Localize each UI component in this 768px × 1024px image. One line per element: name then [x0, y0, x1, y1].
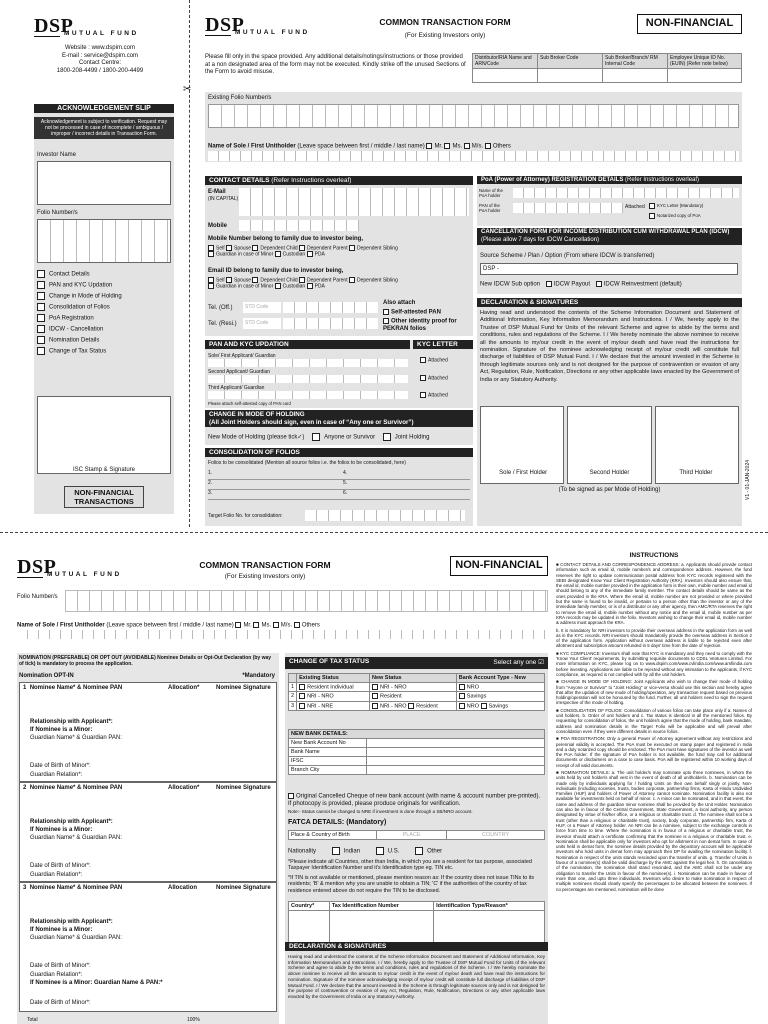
existing-folio-section [205, 92, 742, 162]
fatca-tin-table: Country* Tax Identification Number Identification Type/Reason* [288, 901, 545, 955]
instr-para: ■ NOMINATION DETAILS: a. The unit holder/s may nominate upto three nominees, in whom the units held by unit holder/s shall vest in the event of death of all unitholder/s. b. Nomination can be made only by individuals applying for / holding Units on their own behalf singly or jointly. Non-individuals (including societies, trusts, bodies corporate, partnership firms, Karta of Hindu Undivided Families (HUF) and holders of Power of Attorney cannot nominate. Nomination facility is also not available for investments held on behalf of minor. c. A minor can be nominated, and in that event, the name and address of the guardian minor nominee shall be provided by the Unit Holder. Nomination can also be in favour of the Central Government, State Government, a local authority, any person designated by virtue of his/her office, or a religious or charitable trust. d. The nominee shall not be a trust (other than a religious or charitable trust), society, body corporate, partnership firm, Karta of HUF, or a Power of Attorney holder. An NRI can be a nominee, subject to the exchange controls in force from time to time. Where the nomination is in favour of a religious or charitable trust, the investor should attach a certificate confirming that the nominee is a religious or charitable trust. e. Nomination shall be applicable only for investors who opt for allotment in non demat form. In case of units held in demat form, the nominee details provided by the depository account will be applicable investors who hold units in demat form may approach their DP for availing the nomination facility. f. Nomination in respect of the units stands rescinded upon the transfer of units. g. Transfer of Units in favour of a nominee(s) shall be valid discharge by the AMC against the legal heir. h. On cancellation of the nomination, the nomination shall stand rescinded, and the AMC shall not be under any obligation to transfer the Units in favour of the nominee(s). i. Nomination can be made in favour of more than one, and upto three individuals. Investors who desire to make nomination in respect of multiple nominees should clearly specify the percentages to be allocated between the nominees. If no percentages are mentioned, nomination will be done [556, 769, 752, 892]
checklist-item[interactable]: PoA Registration [37, 314, 171, 325]
checkbox[interactable] [208, 251, 214, 257]
checkbox[interactable] [299, 245, 305, 251]
checklist-item[interactable]: Change in Mode of Holding [37, 292, 171, 303]
idcw-heading: CANCELLATION FORM FOR INCOME DISTRIBUTION CUM WITHDRAWAL PLAN (IDCW) (Please allow 7 days for IDCW Cancellation) [477, 228, 742, 245]
stamp-label: ISC Stamp & Signature [72, 467, 136, 473]
checkbox[interactable] [444, 143, 450, 149]
checkbox[interactable] [37, 325, 45, 333]
brand-sub: MUTUAL FUND [64, 30, 139, 37]
instr-para: ■ CONSOLIDATION OF FOLIOS: Consolidation of various folios can take place only if a. Names of unit holders, b. Order of unit holders and c. Tax status is identical in all the mentioned folios. By requesting for consolidation of folios, the unit holder/s agree that the mode of holding, bank mandate, address and nomination details in the Target Folio will be applicable and will prevail after consolidation even if they were different details in source folios. [556, 707, 752, 734]
checkbox[interactable] [312, 433, 320, 441]
folio-list [208, 470, 470, 500]
checkbox[interactable] [208, 283, 214, 289]
target-folio-label: Target Folio No. for consolidation: [208, 513, 283, 519]
checkbox[interactable] [208, 245, 214, 251]
nominee-block-2: 2 Nominee Name* & Nominee PAN Allocation* Nominee Signature Relationship with Applicant*: If Nominee is a Minor: Guardian Name* & Guardian PAN: Date of Birth of Minor*: Guardian Relation*: [19, 782, 277, 882]
checkbox[interactable] [275, 251, 281, 257]
checkbox[interactable] [37, 270, 45, 278]
bank-note: Note:- Status cannot be changed to NRE if investment is done through a SB/NRO account. [288, 809, 473, 814]
target-folio-grid[interactable] [305, 510, 465, 521]
folio-2[interactable]: 2. [208, 480, 339, 490]
signer-labels [480, 470, 739, 477]
instr-para: ■ KYC COMPLIANCE: Investors shall note that KYC is mandatory and they need to comply with the 'Know Your Client' requirements, by submitting requisite documents to CDSL Ventures Limited. For more information on KYC, please log on to www.dspim.com/www.cvlindia.com/www.amfiindia.com before investing. Applications are liable to be rejected without any intimation to the applicants, if KYC compliance, as required is not complied with by all the unit holders. [556, 650, 752, 677]
phones-text: 1800-208-4499 / 1800-200-4499 [56, 67, 144, 74]
checkbox[interactable] [383, 433, 391, 441]
instr-para: ■ POA REGISTRATION: Only a general Power of Attorney agreement without any restrictions and perennial validity is accepted. The PoA must be executed on stamp paper and registered in India and a duly notarized copy should be enclosed. The PoA must have signatures of the investor as well the PoA holder. If the signature of PoA holder is not available, the fund may call for additional documents or disclaimers on a case to case basis. PoA will be registered within 10 working days of receipt of all valid documents. [556, 736, 752, 768]
cut-line-vertical [189, 0, 190, 527]
folio-4[interactable]: 4. [339, 470, 470, 480]
brand-name: DSP [17, 556, 57, 578]
stub-logo [34, 16, 164, 37]
email-label: E-Mail (IN CAPITAL) [208, 189, 239, 203]
tax-col-new: New Status [369, 674, 456, 683]
checkbox[interactable] [226, 245, 232, 251]
checkbox[interactable] [288, 793, 294, 799]
email-text: E-mail : service@dspim.com [61, 52, 139, 59]
pan-row-1: Sole/ First Applicant/ Guardian [208, 353, 276, 359]
kyc-attached-1: Attached [420, 357, 448, 363]
checkbox[interactable] [253, 622, 259, 628]
mode-heading: CHANGE IN MODE OF HOLDING (All Joint Holders should sign, even in case of “Any one or Survivor”) [205, 410, 473, 427]
tax-heading: CHANGE OF TAX STATUS Select any one ☑ [285, 657, 548, 669]
mobile-label: Mobile [208, 223, 227, 229]
checkbox[interactable] [415, 847, 423, 855]
signer-2: Second Holder [589, 470, 630, 476]
checkbox[interactable] [383, 309, 389, 315]
consolidation-section [205, 448, 473, 526]
checkbox[interactable] [332, 847, 340, 855]
bank-heading: NEW BANK DETAILS: [289, 730, 545, 739]
checkbox[interactable] [420, 375, 426, 381]
idcw-sub-option: New IDCW Sub option IDCW Payout IDCW Reinvestment (default) [480, 281, 682, 288]
poa-pan-label: PAN of the PoA holder [479, 203, 501, 213]
instructions-column [556, 552, 752, 1024]
checkbox[interactable] [37, 281, 45, 289]
cut-line-horizontal [0, 532, 768, 533]
investor-name-label: Investor Name [37, 152, 77, 158]
fatca-instr1: *Please indicate all Countries, other than India, in which you are a resident for tax purpose, associated Taxpayer Identification Number and it's Identification type eg. TIN etc. [288, 859, 532, 872]
nomination-mandatory: *Mandatory [242, 673, 275, 679]
poa-heading: PoA (Power of Attorney) REGISTRATION DETAILS (Refer Instructions overleaf) [477, 176, 742, 184]
nomination-optin: Nomination OPT-IN [19, 673, 74, 679]
checklist-item[interactable]: Nomination Details [37, 336, 171, 347]
tax-table [288, 673, 545, 711]
contact-heading: CONTACT DETAILS (Refer Instructions overleaf) [205, 176, 473, 185]
sole-holder-grid[interactable] [208, 151, 739, 161]
poa-attached: Attached [625, 204, 645, 210]
instr-para: b. It is mandatory for NRI investors to provide their overseas address in the application form as well as in the KYC records. NRI investors should mandatorily provide the overseas address in Section 2 of the application form. Application without overseas address is liable to be rejected even after allotment and subscription amount refunded in 5 days' time from the date of rejection. [556, 627, 752, 649]
fatca-instr2: *If TIN is not available or mentioned, please mention reason as: If the country does not issue TINs to its residents; 'B' & mention why you are unable to obtain a TIN; 'C' if the authorities of the country of tax residence entered above do not require the TIN to be disclosed. [288, 875, 535, 894]
checkbox[interactable] [349, 245, 355, 251]
table-row: IFSC [289, 757, 545, 766]
checkbox[interactable] [252, 245, 258, 251]
mobile-belong: Mobile Number belong to family due to investor being, [208, 236, 364, 242]
checklist-item[interactable]: Consolidation of Folios [37, 303, 171, 314]
page2-declaration [285, 942, 548, 1024]
signer-3: Third Holder [679, 470, 713, 476]
fatca-heading: FATCA DETAILS: (Mandatory) [288, 819, 387, 826]
rm-col: Sub Broker/Branch/ RM Internal Code [603, 54, 668, 69]
idcw-scheme-input[interactable]: DSP - [480, 263, 738, 275]
mobile-grid[interactable] [239, 220, 359, 231]
page2-badge: NON-FINANCIAL [450, 556, 548, 576]
page2-sole-holder: Name of Sole / First Unitholder (Leave space between first / middle / last name) Mr. Ms. M/s. Others [17, 622, 320, 629]
brand-sub: MUTUAL FUND [47, 571, 122, 578]
folio-label: Folio Number/s [37, 210, 78, 216]
table-row: 1 Resident Individual NRI - NRO NRO [289, 683, 545, 692]
idcw-section [477, 228, 742, 294]
also-attach: Also attach [383, 300, 416, 306]
nomination-total: Total 100% [27, 1017, 200, 1023]
self-pan: Self-attested PAN [383, 309, 441, 317]
checklist-item[interactable]: IDCW - Cancellation [37, 325, 171, 336]
instructions-heading: INSTRUCTIONS [629, 552, 679, 559]
std-res-input[interactable]: STD Code [243, 318, 281, 329]
sole-holder-label: Name of Sole / First Unitholder (Leave space between first / middle / last name) Mr. Ms. M/s. Others [208, 143, 511, 150]
table-row: New Bank Account No [289, 739, 545, 748]
checkbox[interactable] [235, 622, 241, 628]
checkbox[interactable] [208, 277, 214, 283]
fatca-table [288, 830, 545, 840]
email-grid[interactable] [239, 188, 469, 216]
nationality: Nationality Indian U.S. Other [288, 848, 443, 855]
folio-6[interactable]: 6. [339, 490, 470, 500]
form-title: COMMON TRANSACTION FORM [379, 17, 511, 27]
checkbox[interactable] [37, 347, 45, 355]
stub-checklist [37, 270, 171, 358]
declaration-section [477, 298, 742, 526]
folio-3[interactable]: 3. [208, 490, 339, 500]
brand-name: DSP [34, 15, 74, 37]
page2-folio-label: Folio Number/s [17, 594, 58, 600]
instr-para: ■ CONTACT DETAILS AND CORRESPONDENCE ADDRESS: a. Applicants should provide contact information such as email id, mobile number/s and correspondence address. However, the fund reserves the right to update communication postal address from KYC records registered with the SEBI designated Know Your Client Registration Authority (KRA). Investors should also ensure that, the email id, mobile number provided in the application form is their own, mobile number and email id should belong to any of the immediate family member. The contact details should be same as the ones provided in the KRA. Where the email id, mobile number are not provided or where provided but the same is found to be invalid, or pertains to a person other than the investor or any of the immediate family member, or is of a distributor or any other agency, then AMC/RTA reserves the right to remove the email id, mobile number without any notice and the email id, mobile number as per KRA records may be updated in the folio. Investors wishing to change their email id, mobile number & address must approach the KRA. [556, 562, 752, 626]
bank-table [288, 729, 545, 775]
page2-logo [17, 557, 157, 578]
checkbox[interactable] [464, 143, 470, 149]
page2-folio-grid[interactable] [65, 590, 548, 612]
checkbox[interactable] [299, 277, 305, 283]
nomination-section [17, 653, 279, 1024]
page2-subtitle: (For Existing Investors only) [224, 573, 306, 580]
table-row: 2 NRI - NRO Resident Savings [289, 692, 545, 701]
euin-input[interactable] [668, 69, 742, 83]
tel-off-grid[interactable] [283, 302, 378, 313]
poa-pan-grid[interactable] [513, 203, 623, 213]
checkbox[interactable] [275, 283, 281, 289]
checkbox[interactable] [307, 251, 313, 257]
stub-footer: NON-FINANCIAL TRANSACTIONS [64, 486, 144, 508]
subbroker-col: Sub Broker Code [538, 54, 603, 69]
page2-declaration-text: Having read and understood the contents of the Scheme Information Document and Statement of Additional Information, Key Information Memorandum and Instructions. I / We, hereby apply to the Trustee of DSP Mutual Fund for Units of the relevant Scheme and agree to abide by the terms and conditions, rules and regulations of the Scheme. I / We hereby nominate the above nominee to receive all the amounts to my/our credit in the event of my/our death and have read the instructions for nomination. Signature of the nominee acknowledging receipt of my/our credit will constitute full discharge of liabilities of DSP Mutual Fund. I / We declare that the amount invested in the Scheme is through legitimate sources only and is not designed for the purpose of contravention or evasion of any Act, Regulation, Rule, Notification, Directions or any other applicable laws enacted by the Government of India or any Statutory Authority. [288, 954, 545, 999]
stamp-box [37, 396, 171, 474]
checkbox[interactable] [376, 847, 384, 855]
contact-label: Contact Centre: [78, 60, 122, 67]
form-subtitle: (For Existing Investors only) [404, 32, 486, 39]
checkbox[interactable] [649, 203, 655, 209]
checkbox[interactable] [649, 213, 655, 219]
kyc-letter-heading: KYC LETTER [413, 340, 473, 349]
distributor-input[interactable] [473, 69, 538, 83]
declaration-text: Having read and understood the contents of the Scheme Information Document and Statement of Additional Information, Key Information Memorandum and Instructions. I / We, hereby apply to the Trustee of DSP Mutual Fund for Units of the relevant Scheme and agree to abide by the terms and conditions, rules and regulations of the Scheme. I / We hereby nominate the above nominee to receive all the amounts to my/our credit in the event of my/our death and have read the instructions for nomination. Signature of the nominee acknowledging receipt of my/our credit will constitute full discharge of liabilities of DSP Mutual Fund. I / We declare that the amount invested in the Scheme is through legitimate sources only and is not designed for the purpose of contravention or evasion of any Act, Regulation, Rule, Notification, Directions or any other applicable laws enacted by the Government of India or any Statutory Authority. [480, 310, 740, 383]
checkbox[interactable] [37, 336, 45, 344]
checkbox[interactable] [252, 277, 258, 283]
table-row: 3 NRI - NRE NRI - NRO Resident NRO Savings [289, 701, 545, 710]
checklist-item[interactable]: Change of Tax Status [37, 347, 171, 358]
checkbox[interactable] [546, 281, 552, 287]
folio-box[interactable] [37, 219, 171, 263]
poa-name-grid[interactable] [513, 188, 739, 198]
kyc-attached-2: Attached [420, 375, 448, 381]
poa-kyc: KYC Letter (Mandatory) [649, 203, 703, 209]
tax-col-existing: Existing Status [297, 674, 370, 683]
folio-5[interactable]: 5. [339, 480, 470, 490]
pan-row-3: Third Applicant/ Guardian [208, 385, 265, 391]
page2-declaration-heading: DECLARATION & SIGNATURES [285, 942, 548, 951]
tel-off-label: Tel. (Off.) [208, 305, 233, 311]
checkbox[interactable] [420, 357, 426, 363]
folio-1[interactable]: 1. [208, 470, 339, 480]
tax-col-bank: Bank Account Type - New [456, 674, 544, 683]
email-belong: Email ID belong to family due to investor being, [208, 268, 344, 274]
pan-row-2: Second Applicant/ Guardian [208, 369, 270, 375]
checkbox[interactable] [383, 318, 389, 324]
brand-name: DSP [205, 14, 245, 36]
pan-note: Please attach self-attested copy of PAN card [208, 401, 291, 406]
distributor-col: Distributor/RIA Name and ARN/Code [473, 54, 538, 69]
instr-para: ■ CHANGE IN MODE OF HOLDING: Joint Applicants who wish to change their mode of holding from "Anyone or Survivor" to "Joint Holding" or vice-versa should use this section and hereby agree that after the updation of new mode of holding/operation, any transaction request based on previous holding/operation will not be honoured by the fund. Further, all unit holders need to sign the request irrespective of the mode of holding. [556, 679, 752, 706]
pan-grid-1[interactable] [208, 359, 408, 367]
version-text: V1 - 01-JAN-2024 [745, 459, 751, 500]
mobile-relations: Self Spouse Dependent Child Dependent Parent Dependent Sibling Guardian in case of Minor Custodian PDA [208, 245, 470, 258]
page2-name-grid[interactable] [17, 630, 548, 639]
ack-title: ACKNOWLEDGEMENT SLIP [34, 104, 174, 113]
tel-res-grid[interactable] [283, 318, 378, 329]
subbroker-input[interactable] [538, 69, 603, 83]
website-text: Website : www.dspim.com [65, 45, 135, 51]
sign-note: (To be signed as per Mode of Holding) [558, 487, 661, 493]
table-row: Branch City [289, 766, 545, 775]
checklist-item[interactable]: Contact Details [37, 270, 171, 281]
signer-1: Sole / First Holder [499, 470, 548, 476]
stub-contact [34, 45, 166, 75]
form-logo [205, 15, 345, 36]
checkbox[interactable] [596, 281, 602, 287]
pan-grid-3[interactable] [208, 391, 408, 399]
poa-name-label: Name of the PoA holder [479, 188, 503, 198]
brand-sub: MUTUAL FUND [235, 29, 310, 36]
email-relations: Self Spouse Dependent Child Dependent Parent Dependent Sibling Guardian in case of Minor Custodian PDA [208, 277, 470, 290]
table-row: Bank Name [289, 748, 545, 757]
ack-note: Acknowledgement is subject to verification. Request may not be processed in case of incomplete / ambiguous / improper / incorrect details in Transaction Form. [34, 117, 174, 139]
pan-grid-2[interactable] [208, 375, 408, 383]
checkbox[interactable] [273, 622, 279, 628]
page2-title: COMMON TRANSACTION FORM [199, 560, 331, 570]
poa-notarized: Notarized copy of PoA [649, 213, 701, 219]
checkbox[interactable] [349, 277, 355, 283]
folio-grid[interactable] [208, 104, 739, 128]
std-off-input[interactable]: STD Code [243, 302, 281, 313]
other-id: Other identity proof for PEKRAN folios [383, 318, 457, 332]
checkbox[interactable] [420, 392, 426, 398]
contact-section [205, 176, 473, 336]
pan-kyc-section [205, 340, 473, 408]
kyc-attached-3: Attached [420, 392, 448, 398]
idcw-source: Source Scheme / Plan / Option (From where IDCW is transferred) [480, 253, 655, 259]
rm-input[interactable] [603, 69, 668, 83]
pan-kyc-heading: PAN AND KYC UPDATION [205, 340, 410, 349]
checkbox[interactable] [226, 277, 232, 283]
declaration-heading: DECLARATION & SIGNATURES [477, 298, 742, 307]
poa-section [477, 176, 742, 226]
consolidation-note: Folios to be consolidated (Mention all source folios i.e. the folios to be consolidated, here) [208, 460, 406, 466]
distributor-table [472, 53, 742, 83]
checkbox[interactable] [426, 143, 432, 149]
checkbox[interactable] [485, 143, 491, 149]
nomination-heading: NOMINATION (PREFERABLE) OR OPT OUT (AVOIDABLE) Nominee Details or Opt-Out Declaration (by way of tick) is mandatory to process the application. [19, 655, 272, 667]
nominee-block-1: 1 Nominee Name* & Nominee PAN Allocation* Nominee Signature Relationship with Applicant*: If Nominee is a Minor: Guardian Name* & Guardian PAN: Date of Birth of Minor*: Guardian Relation*: [19, 682, 277, 782]
investor-name-box[interactable] [37, 161, 171, 205]
checklist-item[interactable]: PAN and KYC Updation [37, 281, 171, 292]
checkbox[interactable] [37, 314, 45, 322]
mode-options: New Mode of Holding (please tick✓) Anyone or Survivor Joint Holding [208, 434, 430, 441]
euin-col: Employee Unique ID No. (EUIN) (Refer note below) [668, 54, 742, 69]
checkbox[interactable] [307, 283, 313, 289]
mode-section [205, 410, 473, 445]
consolidation-heading: CONSOLIDATION OF FOLIOS [205, 448, 473, 457]
tel-res-label: Tel. (Resi.) [208, 321, 237, 327]
table-row: Place & Country of Birth PLACE COUNTRY [289, 831, 545, 840]
bank-cheque: Original Cancelled Cheque of new bank account (with name & account number pre-printed). If photocopy is provided, please produce originals for verification. [288, 793, 541, 807]
non-financial-badge: NON-FINANCIAL [637, 14, 742, 34]
fill-instructions: Please fill only in the space provided. Any additional details/notings/instructions or those provided at a non designated area of the form may not be executed. Kindly strike off the unused Sections of the Form to avoid misuse. [205, 54, 466, 76]
checkbox[interactable] [37, 292, 45, 300]
checkbox[interactable] [37, 303, 45, 311]
scissors-icon: ✂ [183, 84, 192, 95]
ack-slip [34, 104, 174, 514]
nominee-block-3: 3 Nominee Name* & Nominee PAN Allocation Nominee Signature Relationship with Applicant*: If Nominee is a Minor: Guardian Name* & Guardian PAN: Date of Birth of Minor*: Guardian Relation*: If Nominee is a Minor: Guardian Name & PAN:* Date of Birth of Minor*: [19, 882, 277, 1012]
checkbox[interactable] [294, 622, 300, 628]
existing-folio-label: Existing Folio Number/s [208, 95, 272, 101]
page2-folio-section [17, 588, 548, 638]
